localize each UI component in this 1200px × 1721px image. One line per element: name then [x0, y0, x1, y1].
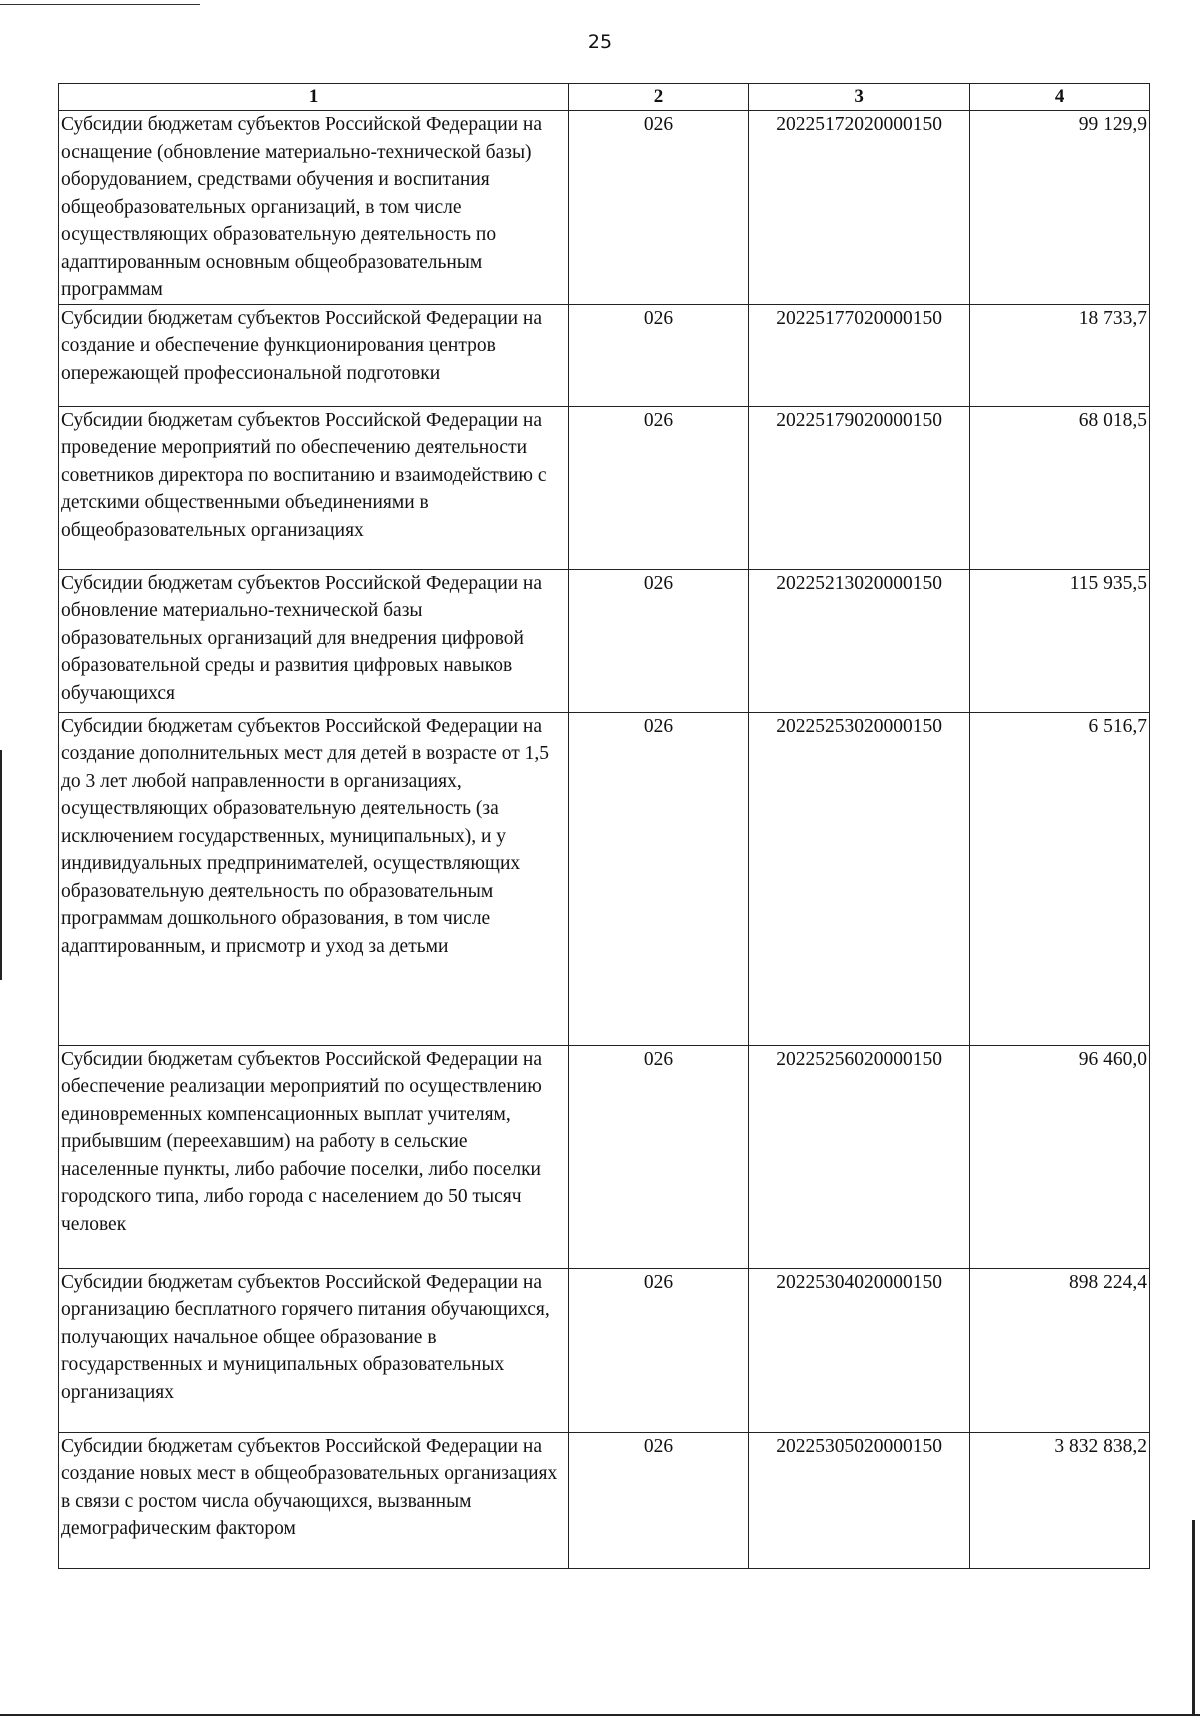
table-row — [59, 111, 1150, 305]
row-name: Субсидии бюджетам субъектов Российской Федерации на обеспечение реализации мероприятий по осуществлению единовременных компенсационных выплат учителям, прибывшим (переехавшим) на работу в сельские населенные пункты, либо рабочие поселки, либо поселки городского типа, либо города с населением до 50 тысяч человек — [59, 1045, 569, 1268]
row-name: Субсидии бюджетам субъектов Российской Федерации на создание новых мест в общеобразовательных организациях в связи с ростом числа обучающихся, вызванным демографическим фактором — [59, 1432, 569, 1568]
row-admin-code: 026 — [569, 569, 749, 712]
header-col-1: 1 — [59, 84, 569, 111]
row-admin-code: 026 — [569, 111, 749, 305]
row-amount: 898 224,4 — [970, 1268, 1150, 1432]
row-classification-code: 20225179020000150 — [748, 406, 969, 569]
row-name: Субсидии бюджетам субъектов Российской Федерации на обновление материально-технической базы образовательных организаций для внедрения цифровой образовательной среды и развития цифровых навыков обучающихся — [59, 569, 569, 712]
table-row — [59, 406, 1150, 569]
row-admin-code: 026 — [569, 406, 749, 569]
row-name: Субсидии бюджетам субъектов Российской Федерации на проведение мероприятий по обеспечению деятельности советников директора по воспитанию и взаимодействию с детскими общественными объединениями в общеобразовательных организациях — [59, 406, 569, 569]
row-admin-code: 026 — [569, 712, 749, 1045]
row-classification-code: 20225177020000150 — [748, 304, 969, 406]
header-col-4: 4 — [970, 84, 1150, 111]
row-amount: 99 129,9 — [970, 111, 1150, 305]
header-col-2: 2 — [569, 84, 749, 111]
table-row — [59, 1432, 1150, 1568]
row-name: Субсидии бюджетам субъектов Российской Федерации на создание дополнительных мест для детей в возрасте от 1,5 до 3 лет любой направленности в организациях, осуществляющих образовательную деятельность (за исключением государственных, муниципальных), и у индивидуальных предпринимателей, осуществляющих образовательную деятельность по образовательным программам дошкольного образования, в том числе адаптированным, и присмотр и уход за детьми — [59, 712, 569, 1045]
table-row — [59, 1268, 1150, 1432]
table-row — [59, 304, 1150, 406]
row-name: Субсидии бюджетам субъектов Российской Федерации на оснащение (обновление материально-технической базы) оборудованием, средствами обучения и воспитания общеобразовательных организаций, в том числе осуществляющих образовательную деятельность по адаптированным основным общеобразовательным программам — [59, 111, 569, 305]
table-row — [59, 569, 1150, 712]
row-admin-code: 026 — [569, 1268, 749, 1432]
table-row — [59, 712, 1150, 1045]
row-name: Субсидии бюджетам субъектов Российской Федерации на организацию бесплатного горячего питания обучающихся, получающих начальное общее образование в государственных и муниципальных образовательных организациях — [59, 1268, 569, 1432]
row-amount: 6 516,7 — [970, 712, 1150, 1045]
row-amount: 68 018,5 — [970, 406, 1150, 569]
row-amount: 3 832 838,2 — [970, 1432, 1150, 1568]
scan-edge-right — [1192, 1520, 1195, 1715]
row-admin-code: 026 — [569, 1045, 749, 1268]
page-number: 25 — [587, 31, 613, 53]
row-classification-code: 20225253020000150 — [748, 712, 969, 1045]
row-classification-code: 20225304020000150 — [748, 1268, 969, 1432]
scan-edge-left — [0, 750, 2, 980]
header-row — [59, 84, 1150, 111]
scan-edge-top — [0, 4, 200, 5]
row-amount: 96 460,0 — [970, 1045, 1150, 1268]
scan-edge-bottom — [0, 1714, 1200, 1716]
row-classification-code: 20225305020000150 — [748, 1432, 969, 1568]
row-amount: 115 935,5 — [970, 569, 1150, 712]
row-classification-code: 20225172020000150 — [748, 111, 969, 305]
header-col-3: 3 — [748, 84, 969, 111]
budget-table — [58, 83, 1150, 1569]
row-classification-code: 20225256020000150 — [748, 1045, 969, 1268]
row-name: Субсидии бюджетам субъектов Российской Федерации на создание и обеспечение функционирования центров опережающей профессиональной подготовки — [59, 304, 569, 406]
row-admin-code: 026 — [569, 304, 749, 406]
row-classification-code: 20225213020000150 — [748, 569, 969, 712]
row-admin-code: 026 — [569, 1432, 749, 1568]
row-amount: 18 733,7 — [970, 304, 1150, 406]
table-row — [59, 1045, 1150, 1268]
